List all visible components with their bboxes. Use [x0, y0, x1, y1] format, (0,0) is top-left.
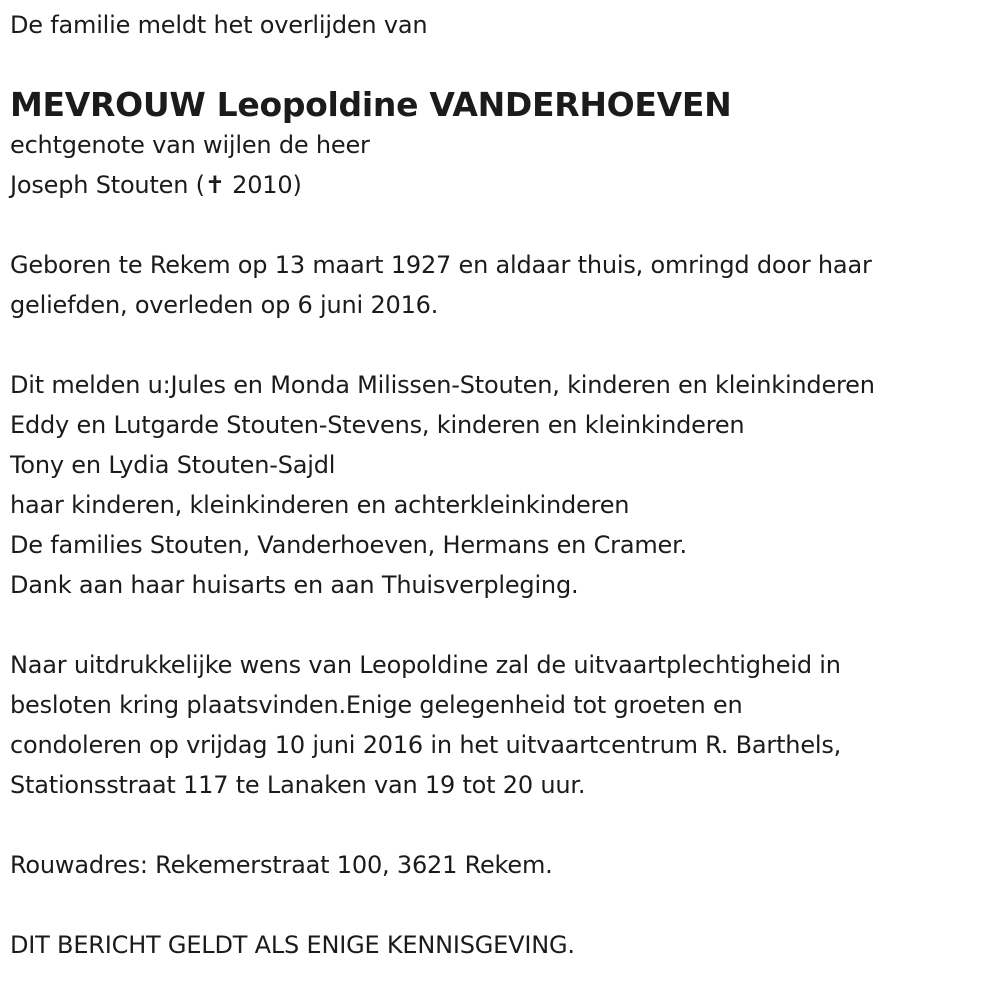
- birth-death-line: Geboren te Rekem op 13 maart 1927 en aldaar thuis, omringd door haar: [10, 251, 872, 279]
- obituary-document: [10, 5, 995, 965]
- funeral-line: Stationsstraat 117 te Lanaken van 19 tot 20 uur.: [10, 771, 586, 799]
- family-line: Eddy en Lutgarde Stouten-Stevens, kinderen en kleinkinderen: [10, 411, 745, 439]
- spacer: [10, 325, 995, 365]
- family-line: Tony en Lydia Stouten-Sajdl: [10, 451, 336, 479]
- spouse-line: echtgenote van wijlen de heer: [10, 131, 370, 159]
- family-line: haar kinderen, kleinkinderen en achterkleinkinderen: [10, 491, 630, 519]
- spacer: [10, 205, 995, 245]
- spacer: [10, 45, 995, 85]
- spacer: [10, 605, 995, 645]
- funeral-line: condoleren op vrijdag 10 juni 2016 in het uitvaartcentrum R. Barthels,: [10, 731, 842, 759]
- funeral-line: besloten kring plaatsvinden.Enige gelegenheid tot groeten en: [10, 691, 743, 719]
- deceased-name: MEVROUW Leopoldine VANDERHOEVEN: [10, 85, 732, 124]
- spacer: [10, 885, 995, 925]
- family-line: Dit melden u:Jules en Monda Milissen-Stouten, kinderen en kleinkinderen: [10, 371, 875, 399]
- spacer: [10, 805, 995, 845]
- mourning-address: Rouwadres: Rekemerstraat 100, 3621 Rekem.: [10, 851, 553, 879]
- spouse-line: Joseph Stouten (✝ 2010): [10, 171, 302, 199]
- funeral-line: Naar uitdrukkelijke wens van Leopoldine zal de uitvaartplechtigheid in: [10, 651, 841, 679]
- birth-death-line: geliefden, overleden op 6 juni 2016.: [10, 291, 439, 319]
- notice-text: DIT BERICHT GELDT ALS ENIGE KENNISGEVING.: [10, 931, 575, 959]
- intro-text: De familie meldt het overlijden van: [10, 11, 428, 39]
- family-line: De families Stouten, Vanderhoeven, Hermans en Cramer.: [10, 531, 687, 559]
- family-line: Dank aan haar huisarts en aan Thuisverpleging.: [10, 571, 579, 599]
